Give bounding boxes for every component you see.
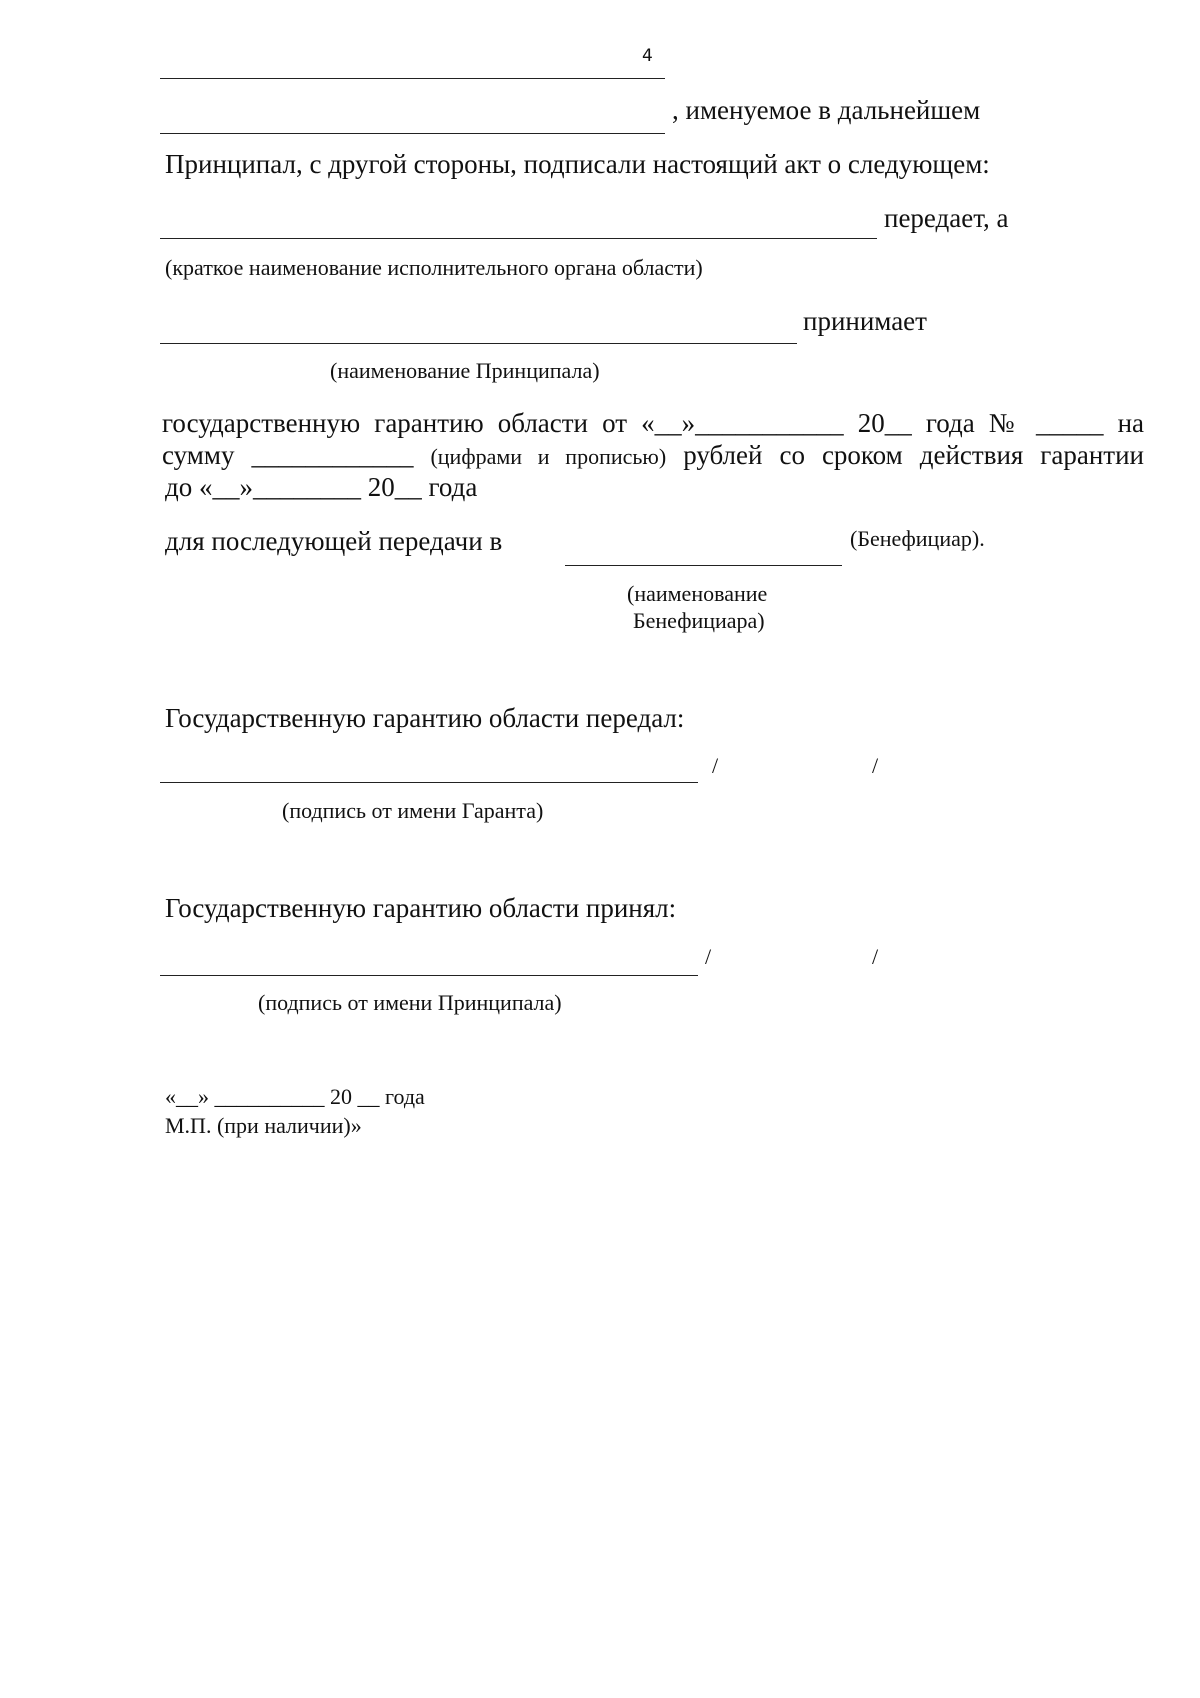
principal-name-line bbox=[160, 343, 797, 344]
guarantor-signature-line bbox=[160, 782, 698, 783]
principal-caption: (наименование Принципала) bbox=[330, 358, 600, 383]
beneficiary-name-line bbox=[565, 565, 842, 566]
blank-line bbox=[160, 133, 665, 134]
blank-line bbox=[160, 78, 665, 79]
slash-separator: / bbox=[872, 944, 879, 969]
seal-text: М.П. (при наличии)» bbox=[165, 1113, 362, 1138]
principal-sign-title: Государственную гарантию области принял: bbox=[165, 893, 677, 923]
page-number: 4 bbox=[642, 46, 653, 66]
slash-separator: / bbox=[705, 944, 712, 969]
named-hereinafter-text: , именуемое в дальнейшем bbox=[672, 95, 981, 125]
guarantor-sign-title: Государственную гарантию области передал: bbox=[165, 703, 685, 733]
organ-caption: (краткое наименование исполнительного органа области) bbox=[165, 255, 703, 280]
beneficiary-suffix: (Бенефициар). bbox=[850, 526, 985, 551]
guarantor-signature-caption: (подпись от имени Гаранта) bbox=[282, 798, 544, 823]
principal-signature-line bbox=[160, 975, 698, 976]
beneficiary-text: для последующей передачи в bbox=[165, 526, 503, 556]
footer-date-line: «__» __________ 20 __ года bbox=[165, 1084, 425, 1109]
guarantee-line-1: государственную гарантию области от «__»___________ 20__ года № _____ на bbox=[162, 408, 1144, 438]
principal-other-side-text: Принципал, с другой стороны, подписали настоящий акт о следующем: bbox=[165, 149, 990, 179]
transfers-text: передает, а bbox=[884, 203, 1009, 233]
beneficiary-caption-1: (наименование bbox=[627, 581, 768, 606]
organ-name-line bbox=[160, 238, 877, 239]
principal-signature-caption: (подпись от имени Принципала) bbox=[258, 990, 562, 1015]
slash-separator: / bbox=[712, 753, 719, 778]
beneficiary-caption-2: Бенефициара) bbox=[633, 608, 765, 633]
guarantee-line-2: сумму ____________ (цифрами и прописью) рублей со сроком действия гарантии bbox=[162, 440, 1145, 470]
guarantee-line-3: до «__»________ 20__ года bbox=[165, 472, 478, 502]
slash-separator: / bbox=[872, 753, 879, 778]
accepts-text: принимает bbox=[803, 306, 927, 336]
